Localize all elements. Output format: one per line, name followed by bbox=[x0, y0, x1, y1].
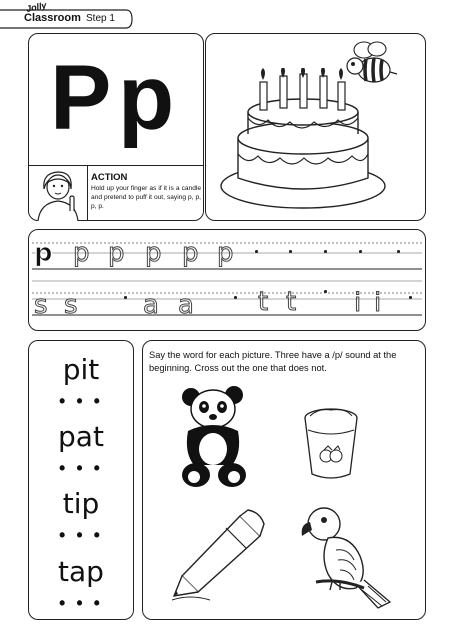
start-dot bbox=[289, 250, 292, 253]
start-dot bbox=[234, 296, 237, 299]
word-tap: tap bbox=[58, 555, 104, 588]
action-divider-vertical bbox=[87, 165, 88, 221]
tracing-letter: p bbox=[73, 238, 90, 268]
start-dot bbox=[124, 296, 127, 299]
brand-jolly: Jolly bbox=[25, 0, 48, 15]
start-dot bbox=[397, 250, 400, 253]
word-pat: pat bbox=[58, 420, 104, 453]
start-dot bbox=[324, 250, 327, 253]
tracing-letter: p bbox=[182, 238, 199, 268]
tracing-letter: s bbox=[64, 290, 78, 320]
bee-icon bbox=[344, 40, 398, 86]
start-dot bbox=[409, 296, 412, 299]
letter-uppercase: P bbox=[50, 47, 112, 149]
tracing-letter: p bbox=[145, 238, 162, 268]
step-label: Step 1 bbox=[86, 13, 115, 24]
tracing-letter: p bbox=[108, 238, 125, 268]
action-text: Hold up your finger as if it is a candle and pretend to puff it out, saying p, p, p, p. bbox=[91, 185, 201, 210]
tracing-letter: a bbox=[143, 290, 159, 320]
pudding-icon bbox=[302, 406, 360, 480]
header-tab bbox=[0, 0, 134, 28]
tracing-letter: p bbox=[217, 238, 234, 268]
start-dot bbox=[255, 250, 258, 253]
letter-lowercase: p bbox=[118, 47, 175, 149]
start-dot bbox=[359, 250, 362, 253]
tracing-letter: i bbox=[354, 288, 362, 318]
parrot-icon bbox=[298, 504, 394, 614]
action-title: ACTION bbox=[91, 172, 128, 183]
brand-classroom: Classroom bbox=[24, 12, 81, 24]
handwriting-model-letter: p bbox=[34, 238, 53, 268]
sound-dots: • • • bbox=[59, 593, 103, 613]
panda-icon bbox=[176, 385, 256, 489]
sound-dots: • • • bbox=[59, 391, 103, 411]
girl-icon bbox=[30, 167, 86, 221]
word-pit: pit bbox=[62, 353, 100, 386]
sound-dots: • • • bbox=[59, 525, 103, 545]
instruction-text: Say the word for each picture. Three have a /p/ sound at the beginning. Cross out the one that does not. bbox=[149, 350, 397, 374]
tracing-letter: a bbox=[178, 290, 194, 320]
word-tip: tip bbox=[62, 487, 100, 520]
sound-dots: • • • bbox=[59, 458, 103, 478]
tracing-letter: t bbox=[258, 287, 269, 317]
cake-icon bbox=[218, 68, 388, 214]
start-dot bbox=[324, 290, 327, 293]
tracing-letter: i bbox=[374, 288, 382, 318]
tracing-letter: t bbox=[286, 287, 297, 317]
tracing-letter: s bbox=[34, 290, 48, 320]
pen-icon bbox=[170, 508, 266, 602]
